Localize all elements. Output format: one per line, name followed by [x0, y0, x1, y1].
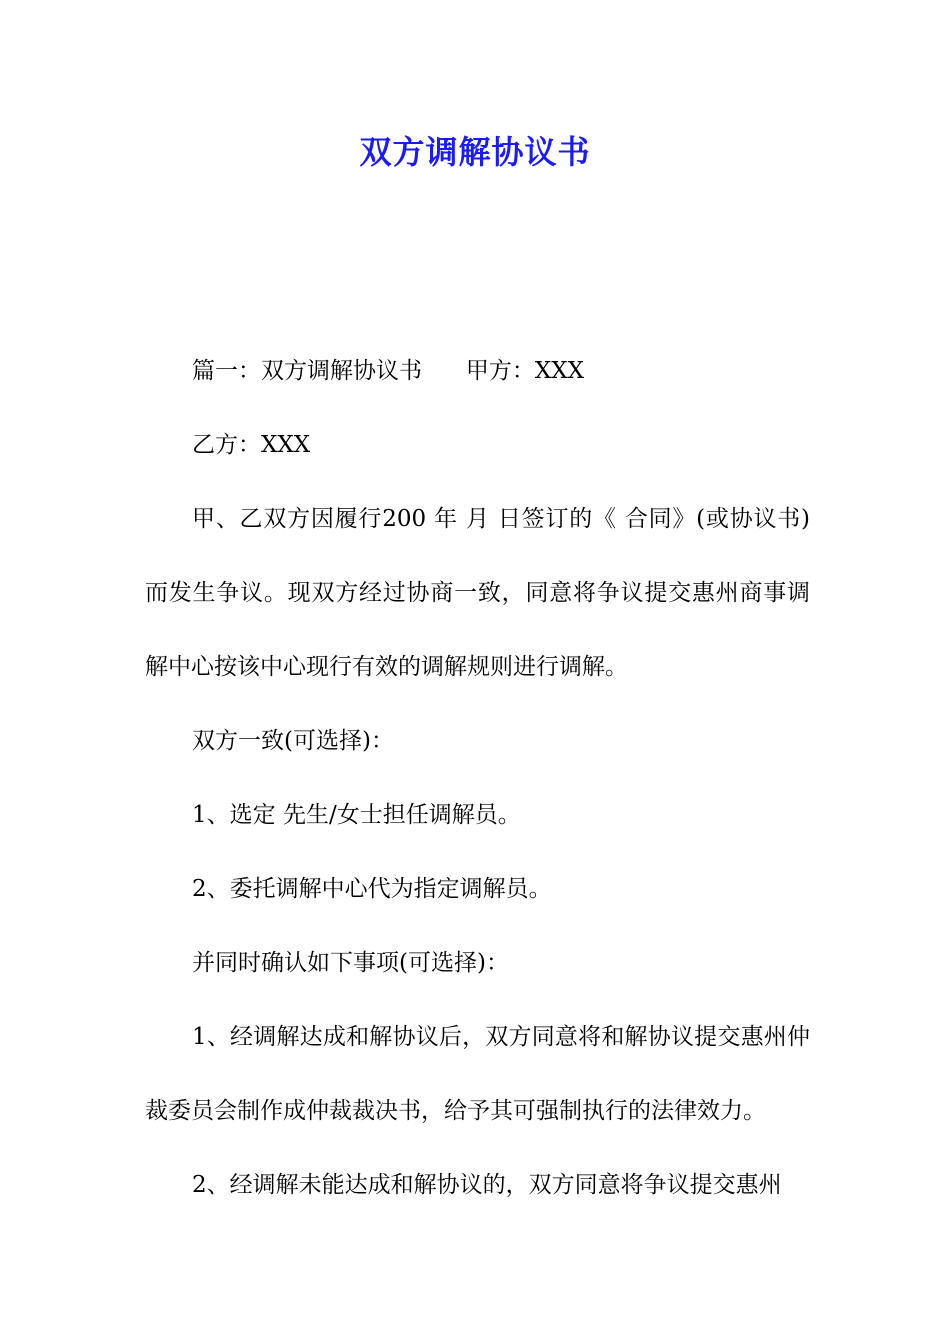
document-body: [145, 334, 810, 1222]
document-title: 双方调解协议书: [359, 133, 591, 171]
paragraph-option-2: 2、委托调解中心代为指定调解员。: [192, 876, 552, 902]
paragraph-dispute-statement: 甲、乙双方因履行200 年 月 日签订的《 合同》(或协议书)而发生争议。现双方经过协商一致，同意将争议提交惠州商事调解中心按该中心现行有效的调解规则进行调解。: [145, 506, 810, 680]
paragraph-item-1: 1、经调解达成和解协议后，双方同意将和解协议提交惠州仲裁委员会制作成仲裁裁决书，给予其可强制执行的法律效力。: [145, 1024, 810, 1124]
paragraph-confirm-items: 并同时确认如下事项(可选择)：: [192, 950, 509, 976]
paragraph-item-2: 2、经调解未能达成和解协议的，双方同意将争议提交惠州: [192, 1172, 782, 1198]
paragraph-agreement-options: 双方一致(可选择)：: [192, 728, 394, 754]
paragraph-header-parties: 篇一：双方调解协议书 甲方：XXX: [192, 358, 584, 384]
paragraph-party-b: 乙方：XXX: [192, 432, 311, 458]
paragraph-option-1: 1、选定 先生/女士担任调解员。: [192, 802, 521, 828]
